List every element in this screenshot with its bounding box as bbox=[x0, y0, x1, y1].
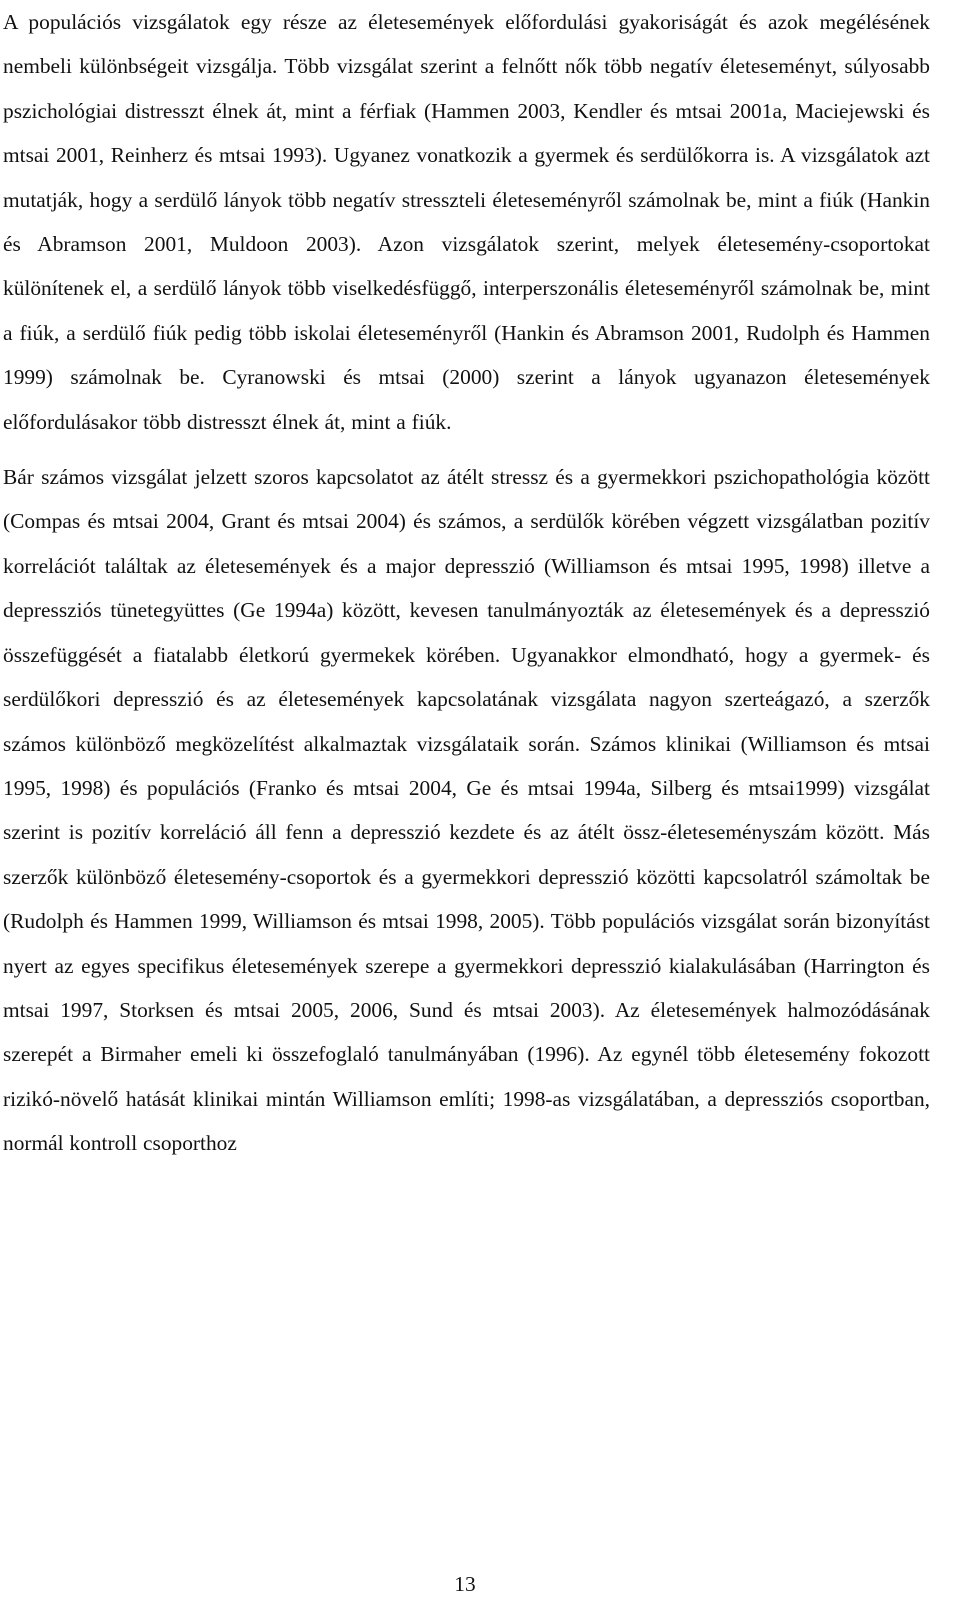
paragraph-life-events-gender-differences: A populációs vizsgálatok egy része az életesemények előfordulási gyakoriságát és azok megélésének nembeli különbségeit vizsgálja. Több vizsgálat szerint a felnőtt nők több negatív életeseményt, súlyosabb pszichológiai distresszt élnek át, mint a férfiak (Hammen 2003, Kendler és mtsai 2001a, Maciejewski és mtsai 2001, Reinherz és mtsai 1993). Ugyanez vonatkozik a gyermek és serdülőkorra is. A vizsgálatok azt mutatják, hogy a serdülő lányok több negatív stresszteli életeseményről számolnak be, mint a fiúk (Hankin és Abramson 2001, Muldoon 2003). Azon vizsgálatok szerint, melyek életesemény-csoportokat különítenek el, a serdülő lányok több viselkedésfüggő, interperszonális életeseményről számolnak be, mint a fiúk, a serdülő fiúk pedig több iskolai életeseményről (Hankin és Abramson 2001, Rudolph és Hammen 1999) számolnak be. Cyranowski és mtsai (2000) szerint a lányok ugyanazon életesemények előfordulásakor több distresszt élnek át, mint a fiúk. bbox=[3, 10, 930, 434]
document-page bbox=[3, 0, 930, 1166]
page-number: 13 bbox=[454, 1572, 476, 1596]
paragraph-life-events-depression: Bár számos vizsgálat jelzett szoros kapcsolatot az átélt stressz és a gyermekkori pszichopathológia között (Compas és mtsai 2004, Grant és mtsai 2004) és számos, a serdülők körében végzett vizsgálatban pozitív korrelációt találtak az életesemények és a major depresszió (Williamson és mtsai 1995, 1998) illetve a depressziós tünetegyüttes (Ge 1994a) között, kevesen tanulmányozták az életesemények és a depresszió összefüggését a fiatalabb életkorú gyermekek körében. Ugyanakkor elmondható, hogy a gyermek- és serdülőkori depresszió és az életesemények kapcsolatának vizsgálata nagyon szerteágazó, a szerzők számos különböző megközelítést alkalmaztak vizsgálataik során. Számos klinikai (Williamson és mtsai 1995, 1998) és populációs (Franko és mtsai 2004, Ge és mtsai 1994a, Silberg és mtsai1999) vizsgálat szerint is pozitív korreláció áll fenn a depresszió kezdete és az átélt össz-életeseményszám között. Más szerzők különböző életesemény-csoportok és a gyermekkori depresszió közötti kapcsolatról számoltak be (Rudolph és Hammen 1999, Williamson és mtsai 1998, 2005). Több populációs vizsgálat során bizonyítást nyert az egyes specifikus életesemények szerepe a gyermekkori depresszió kialakulásában (Harrington és mtsai 1997, Storksen és mtsai 2005, 2006, Sund és mtsai 2003). Az életesemények halmozódásának szerepét a Birmaher emeli ki összefoglaló tanulmányában (1996). Az egynél több életesemény fokozott rizikó-növelő hatását klinikai mintán Williamson említi; 1998-as vizsgálatában, a depressziós csoportban, normál kontroll csoporthoz bbox=[3, 465, 930, 1156]
